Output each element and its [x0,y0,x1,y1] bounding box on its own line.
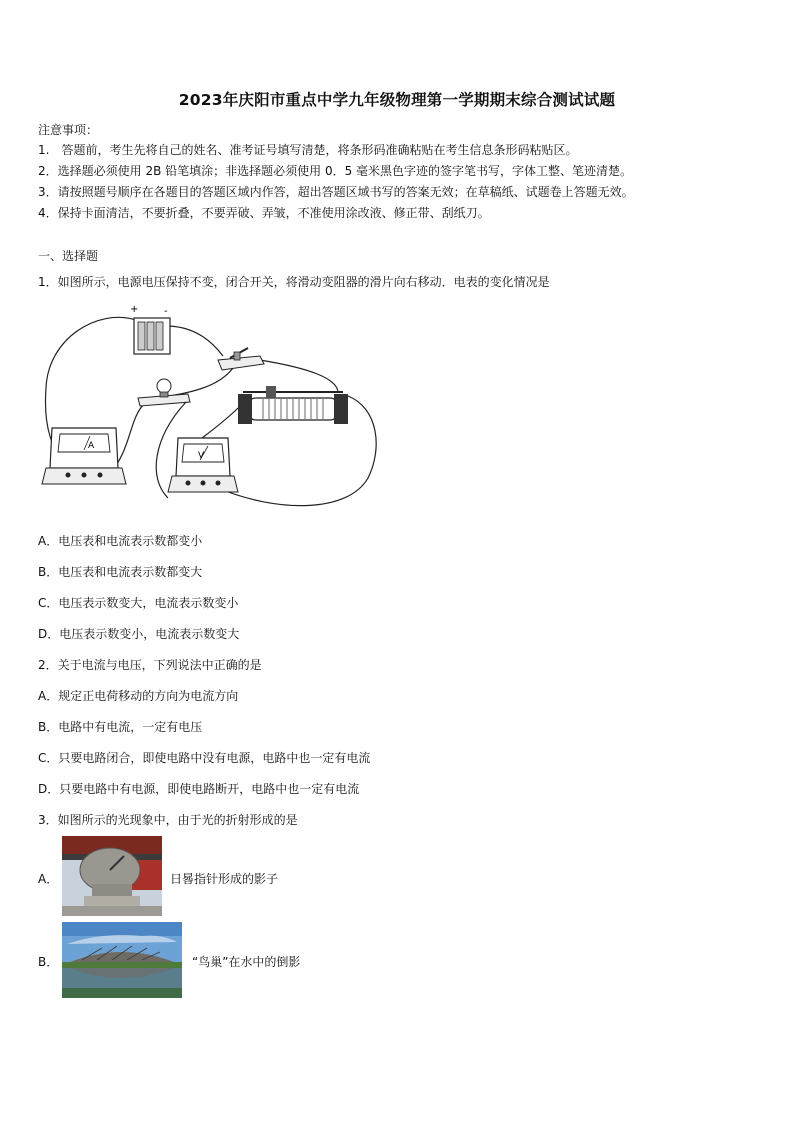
question-3-option-b-text: “鸟巢”在水中的倒影 [192,955,301,969]
wire [170,326,223,356]
battery-icon [130,304,170,354]
voltmeter-icon [168,438,238,492]
question-1-option-d: D．电压表示数变小，电流表示数变大 [38,627,240,641]
notice-heading: 注意事项： [38,123,99,137]
page-title: 2023年庆阳市重点中学九年级物理第一学期期末综合测试试题 [178,91,616,109]
question-1-option-c: C．电压表示数变大，电流表示数变小 [38,596,239,610]
notice-item-4: 4．保持卡面清洁，不要折叠，不要弄破、弄皱，不准使用涂改液、修正带、刮纸刀。 [38,206,490,220]
question-2-option-c: C．只要电路闭合，即使电路中没有电源，电路中也一定有电流 [38,751,371,765]
question-3-option-a-text: 日晷指针形成的影子 [170,872,279,886]
switch-icon [218,348,264,370]
battery-plus-label: + [130,304,139,315]
birds-nest-photo [62,922,182,998]
battery-minus-label: - [164,306,168,317]
question-1-option-a: A．电压表和电流表示数都变小 [38,534,203,548]
rheostat-icon [238,386,348,424]
circuit-figure [38,298,388,523]
notice-item-2: 2．选择题必须使用 2B 铅笔填涂；非选择题必须使用 0．5 毫米黑色字迹的签字笔书写，字体工整、笔迹清楚。 [38,164,633,178]
question-3-stem: 3．如图所示的光现象中，由于光的折射形成的是 [38,813,298,827]
question-1-option-b: B．电压表和电流表示数都变大 [38,565,203,579]
question-3-option-b-letter: B． [38,955,59,969]
sundial-photo [62,836,162,916]
question-3-option-a-letter: A． [38,872,59,886]
question-2-option-a: A．规定正电荷移动的方向为电流方向 [38,689,239,703]
voltmeter-label: V [198,451,205,461]
notice-item-1: 1. 答题前，考生先将自己的姓名、准考证号填写清楚，将条形码准确粘贴在考生信息条形码粘贴区。 [38,143,578,157]
notice-item-3: 3．请按照题号顺序在各题目的答题区域内作答，超出答题区域书写的答案无效；在草稿纸、试题卷上答题无效。 [38,185,634,199]
question-2-option-d: D．只要电路中有电源，即使电路断开，电路中也一定有电流 [38,782,360,796]
question-1-stem: 1．如图所示，电源电压保持不变，闭合开关，将滑动变阻器的滑片向右移动．电表的变化情况是 [38,275,550,289]
section-heading: 一、选择题 [38,249,99,263]
ammeter-icon [42,428,126,484]
question-2-option-b: B．电路中有电流，一定有电压 [38,720,203,734]
lamp-icon [138,379,190,406]
question-2-stem: 2．关于电流与电压，下列说法中正确的是 [38,658,262,672]
ammeter-label: A [88,441,95,451]
